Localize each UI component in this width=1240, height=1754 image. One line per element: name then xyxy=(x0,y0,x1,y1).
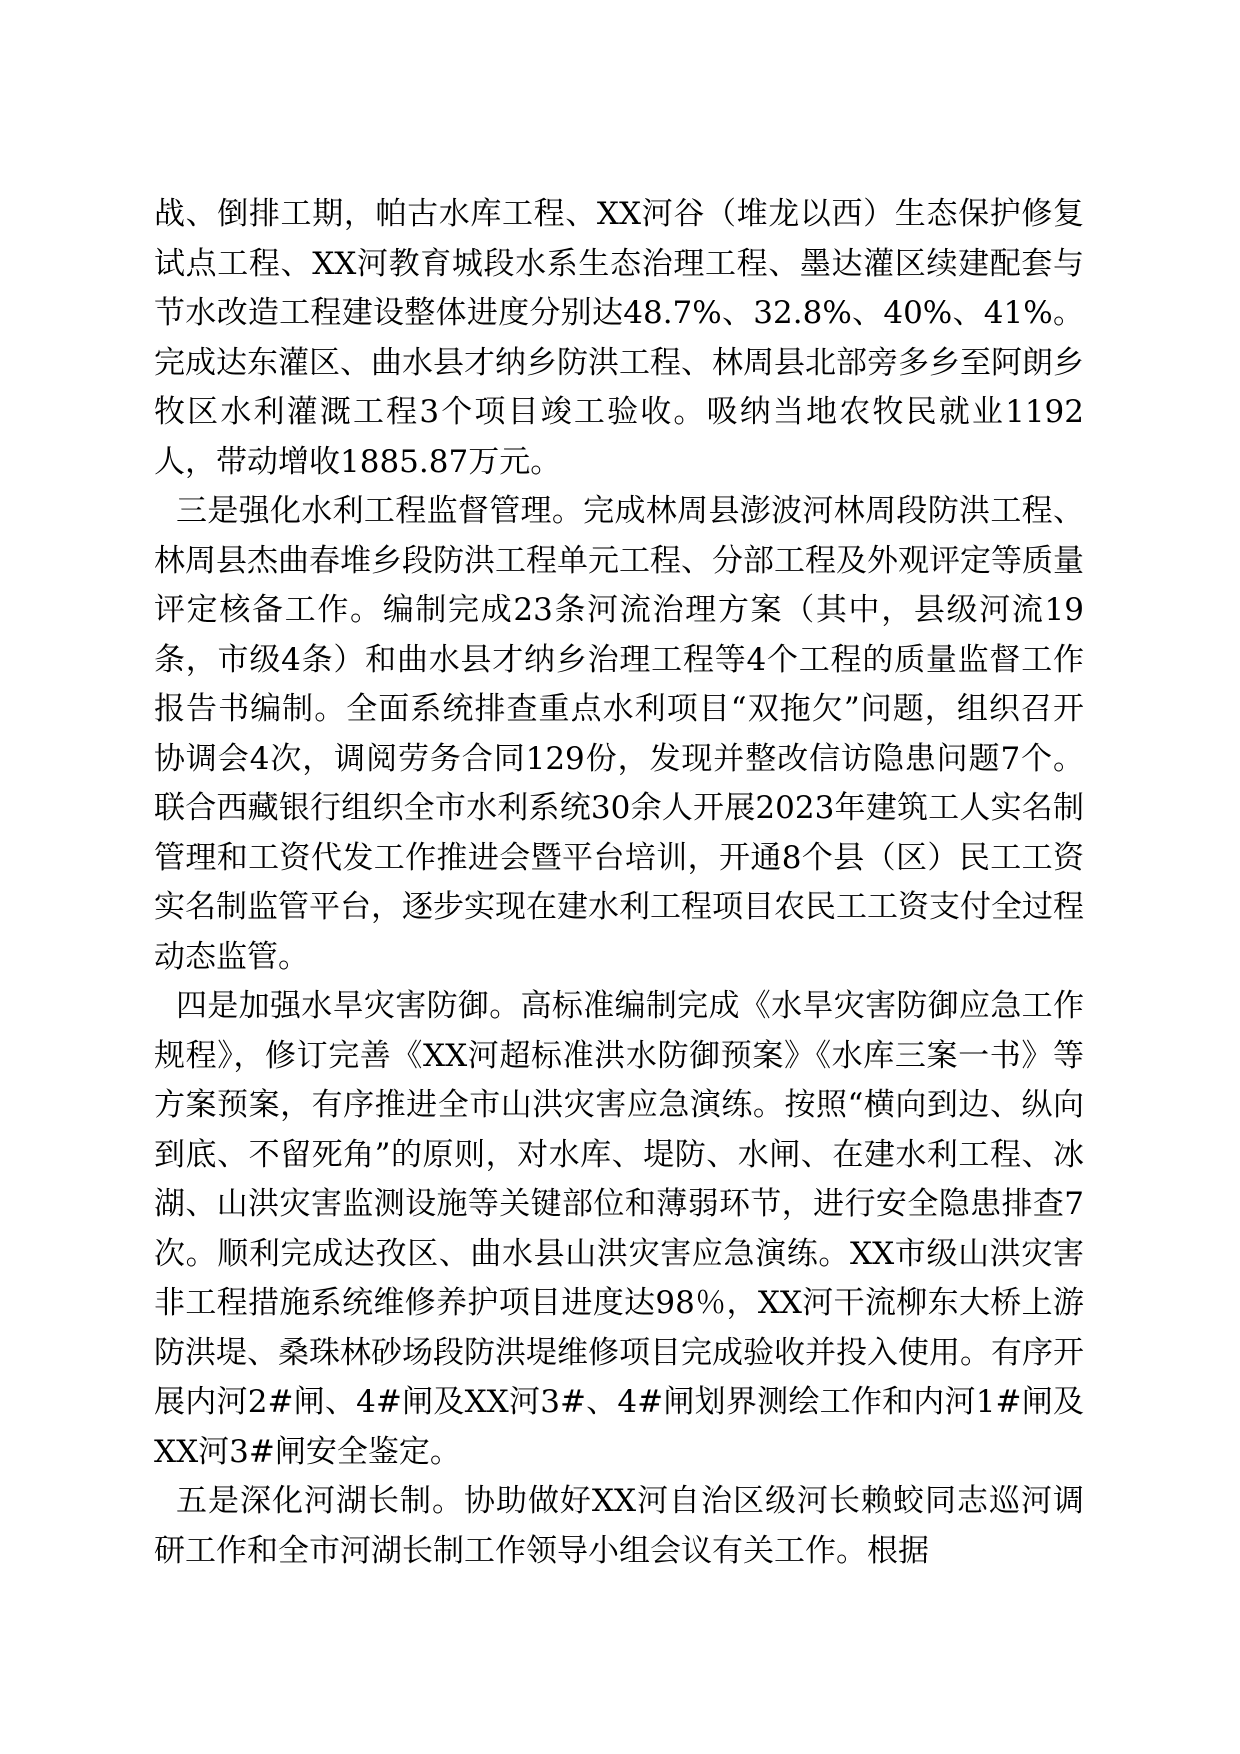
paragraph-supervision: 三是强化水利工程监督管理。完成林周县澎波河林周段防洪工程、林周县杰曲春堆乡段防洪工程单元工程、分部工程及外观评定等质量评定核备工作。编制完成23条河流治理方案（其中，县级河流19条，市级4条）和曲水县才纳乡治理工程等4个工程的质量监督工作报告书编制。全面系统排查重点水利项目“双拖欠”问题，组织召开协调会4次，调阅劳务合同129份，发现并整改信访隐患问题7个。联合西藏银行组织全市水利系统30余人开展2023年建筑工人实名制管理和工资代发工作推进会暨平台培训，开通8个县（区）民工工资实名制监管平台，逐步实现在建水利工程项目农民工工资支付全过程动态监管。 xyxy=(154,493,1084,975)
paragraph-river-chief: 五是深化河湖长制。协助做好XX河自治区级河长赖蛟同志巡河调研工作和全市河湖长制工作领导小组会议有关工作。根据 xyxy=(154,1483,1084,1569)
paragraph-continuation: 战、倒排工期，帕古水库工程、XX河谷（堆龙以西）生态保护修复试点工程、XX河教育城段水系生态治理工程、墨达灌区续建配套与节水改造工程建设整体进度分别达48.7%、32.8%、40%、41%。完成达东灌区、曲水县才纳乡防洪工程、林周县北部旁多乡至阿朗乡牧区水利灌溉工程3个项目竣工验收。吸纳当地农牧民就业1192人，带动增收1885.87万元。 xyxy=(154,196,1084,480)
document-body xyxy=(154,190,1084,1576)
paragraph-disaster-defense: 四是加强水旱灾害防御。高标准编制完成《水旱灾害防御应急工作规程》，修订完善《XX河超标准洪水防御预案》《水库三案一书》等方案预案，有序推进全市山洪灾害应急演练。按照“横向到边、纵向到底、不留死角”的原则，对水库、堤防、水闸、在建水利工程、冰湖、山洪灾害监测设施等关键部位和薄弱环节，进行安全隐患排查7次。顺利完成达孜区、曲水县山洪灾害应急演练。XX市级山洪灾害非工程措施系统维修养护项目进度达98％，XX河干流柳东大桥上游防洪堤、桑珠林砂场段防洪堤维修项目完成验收并投入使用。有序开展内河2#闸、4#闸及XX河3#、4#闸划界测绘工作和内河1#闸及XX河3#闸安全鉴定。 xyxy=(154,988,1084,1470)
